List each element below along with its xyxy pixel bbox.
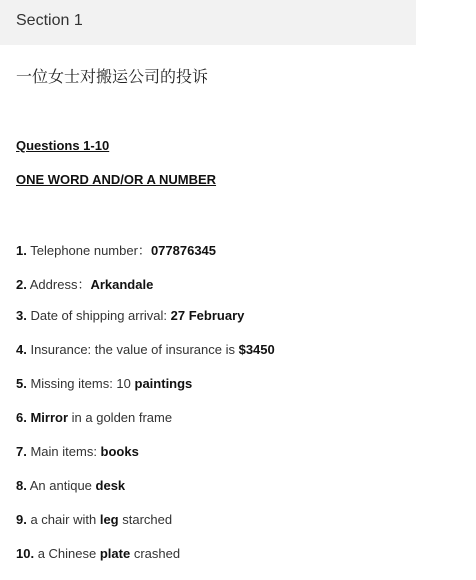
questions-instruction-heading: ONE WORD AND/OR A NUMBER [16,172,217,187]
answer-keyword: 27 February [170,308,245,323]
answer-keyword: Mirror [30,410,69,425]
answer-item-7 [16,444,275,478]
answer-item-9 [16,512,275,546]
answer-text-after: crashed [130,546,181,561]
questions-range-heading: Questions 1-10 [16,138,110,153]
answer-item-8 [16,478,275,512]
answer-number: 9. [16,512,27,527]
answer-text-before: Date of shipping arrival: [30,308,171,323]
answer-text-before: Missing items: 10 [30,376,135,391]
answer-keyword: Arkandale [90,277,154,292]
answer-text-before: a chair with [30,512,100,527]
answer-text-before: a Chinese [37,546,100,561]
answer-number: 2. [16,277,27,292]
answer-text-after: in a golden frame [68,410,173,425]
answer-keyword: paintings [134,376,193,391]
answer-text-before: Insurance: the value of insurance is [30,342,239,357]
answer-item-10 [16,546,275,580]
answer-number: 1. [16,243,27,258]
answer-item-4 [16,342,275,376]
answer-keyword: $3450 [238,342,275,357]
page-subtitle: 一位女士对搬运公司的投诉 [16,67,209,86]
answer-text-after: starched [118,512,173,527]
section-title: Section 1 [16,12,83,29]
answer-keyword: 077876345 [150,243,217,258]
answer-number: 10. [16,546,35,561]
answer-keyword: books [100,444,139,459]
answer-item-6 [16,410,275,444]
answer-number: 6. [16,410,27,425]
answer-item-3 [16,308,275,342]
answer-number: 3. [16,308,27,323]
answer-keyword: leg [99,512,119,527]
answer-text-before: Main items: [30,444,101,459]
answer-keyword: desk [95,478,126,493]
answer-number: 4. [16,342,27,357]
answer-text-before: Address： [29,277,91,292]
answer-list [16,240,275,580]
answer-number: 5. [16,376,27,391]
answer-number: 7. [16,444,27,459]
answer-item-2 [16,274,275,308]
answer-number: 8. [16,478,27,493]
answer-text-before: Telephone number： [30,243,151,258]
answer-item-5 [16,376,275,410]
answer-text-before: An antique [29,478,96,493]
answer-keyword: plate [99,546,131,561]
answer-item-1 [16,240,275,274]
section-header-bar [0,0,416,45]
